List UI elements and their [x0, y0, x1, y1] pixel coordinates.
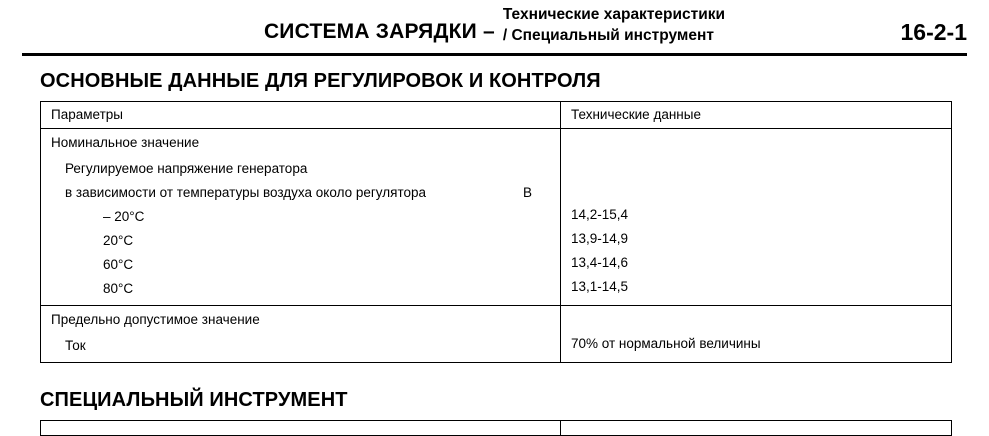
nominal-subtitle-line1: Регулируемое напряжение генератора: [65, 161, 308, 176]
nominal-value-row-3: 13,1-14,5: [571, 279, 629, 294]
limit-values-spacer: [561, 306, 951, 332]
nominal-subtitle-line2-row: [41, 185, 560, 209]
nominal-temp-row-2: 60°C: [103, 257, 134, 272]
page-number: 16-2-1: [900, 19, 967, 45]
nominal-title: Номинальное значение: [51, 135, 200, 150]
table-row-limit: [41, 306, 952, 363]
nominal-values-spacer: [561, 129, 951, 203]
table-header-cell-values: [561, 102, 952, 129]
table-row-nominal: [41, 129, 952, 306]
table-header-row: [41, 102, 952, 129]
specifications-table: [40, 101, 952, 363]
special-tool-header-cell-left: [41, 421, 561, 436]
limit-row-value: 70% от нормальной величины: [571, 336, 761, 351]
page-header: [0, 0, 989, 52]
header-divider: [22, 53, 967, 56]
nominal-temp-row-0: – 20°C: [103, 209, 145, 224]
header-subject-line1: Технические характеристики: [502, 6, 726, 24]
nominal-temp-row-3: 80°C: [103, 281, 134, 296]
nominal-value-row-2: 13,4-14,6: [571, 255, 629, 270]
special-tool-header-cell-right: [561, 421, 952, 436]
section-title-specifications: ОСНОВНЫЕ ДАННЫЕ ДЛЯ РЕГУЛИРОВОК И КОНТРОЛЯ: [40, 70, 601, 92]
page-header-content: [22, 0, 967, 48]
nominal-value-row-0: 14,2-15,4: [571, 207, 629, 222]
header-system-title: СИСТЕМА ЗАРЯДКИ –: [263, 20, 495, 43]
section-title-special-tool: СПЕЦИАЛЬНЫЙ ИНСТРУМЕНТ: [40, 389, 348, 411]
nominal-value-row-1: 13,9-14,9: [571, 231, 629, 246]
nominal-subtitle-line2: в зависимости от температуры воздуха около регулятора: [65, 185, 426, 200]
nominal-values-cell: [561, 129, 952, 306]
table-header-parameters-label: Параметры: [51, 107, 123, 122]
limit-parameters-cell: [41, 306, 561, 363]
special-tool-table: [40, 420, 952, 436]
header-subject-title: [503, 5, 725, 48]
nominal-unit: В: [522, 185, 532, 200]
nominal-temp-row-1: 20°C: [103, 233, 134, 248]
table-header-values-label: Технические данные: [571, 107, 701, 122]
header-subject-line2: / Специальный инструмент: [502, 26, 714, 44]
limit-row-label: Ток: [65, 338, 86, 353]
limit-title: Предельно допустимое значение: [51, 312, 260, 327]
limit-values-cell: [561, 306, 952, 363]
special-tool-header-row: [41, 421, 952, 436]
nominal-parameters-cell: [41, 129, 561, 306]
table-header-cell-parameters: [41, 102, 561, 129]
